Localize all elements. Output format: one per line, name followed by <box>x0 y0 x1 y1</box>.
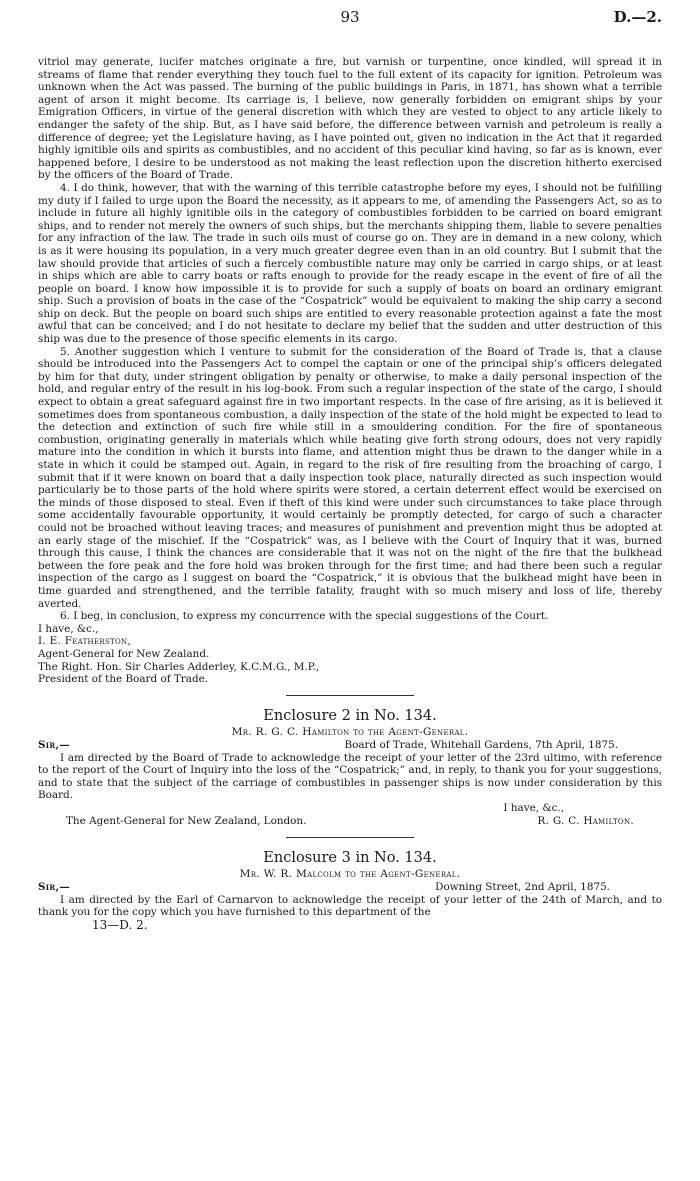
enclosure-2-signer: R. G. C. Hamilton. <box>537 814 634 827</box>
signature-mark: 13—D. 2. <box>92 917 148 932</box>
enclosure-2-dateline <box>38 739 662 752</box>
paragraph-5: 5. Another suggestion which I venture to submit for the consideration of the Board of Trade is, that a clause should be introduced into the Passengers Act to compel the captain or one of the principal ship’s officers delegated by him for that duty, under stringent obligation by penalty or otherwise, to make a daily personal inspection of the hold, and regular entry of the result in his log-book. From such a regular inspection of the state of the cargo, I should expect to obtain a great safeguard against fire in two important respects. In the case of fire arising, as it is believed it sometimes does from spontaneous combustion, a daily inspection of the state of the hold might be expected to lead to the detection and extinction of such fire while still in a smouldering condition. For the fire of spontaneous combustion, originating generally in materials which while heating give forth strong odours, does not very rapidly mature into the condition in which it bursts into flame, and attention might thus be drawn to the danger while in a state in which it could be stamped out. Again, in regard to the risk of fire resulting from the broaching of cargo, I submit that if it were known on board that a daily inspection took place, naturally directed as such inspection would particularly be to those parts of the hold where spirits were stored, a certain deterrent effect would be exercised on the minds of those disposed to steal. Even if theft of this kind were under such circumstances to take place through some accidentally favourable opportunity, it would certainly be promptly detected, for cargo of such a character could not be broached without leaving traces; and measures of punishment and prevention might thus be adopted at an early stage of the mischief. If the “Cospatrick” was, as I believe with the Court of Inquiry that it was, burned through this cause, I think the chances are considerable that it was not on the night of the fire that the bulkhead between the fore peak and the fore hold was broken through for the first time; and had there been such a regular inspection of the cargo as I suggest on board the “Cospatrick,” it is obvious that the bulkhead might have been in time guarded and strengthened, and the terrible fatality, fraught with so much misery and loss of life, thereby averted. <box>38 345 662 610</box>
enclosure-2-heading: Enclosure 2 in No. 134. <box>263 707 437 724</box>
paragraph-6: 6. I beg, in conclusion, to express my concurrence with the special suggestions of the Court. <box>60 610 549 623</box>
letter-location-date: Downing Street, 2nd April, 1875. <box>435 880 610 893</box>
salutation: Sir,— <box>38 738 71 751</box>
enclosure-2-closing: I have, &c., <box>503 802 564 815</box>
document-page <box>38 0 662 931</box>
salutation: Sir,— <box>38 880 71 893</box>
enclosure-2-footer-line <box>38 815 662 828</box>
signer-name: I. E. Featherston, <box>38 635 132 648</box>
addressee-title: President of the Board of Trade. <box>38 673 209 686</box>
enclosure-3-heading: Enclosure 3 in No. 134. <box>263 849 437 866</box>
section-divider <box>286 837 414 838</box>
enclosure-3-body: I am directed by the Earl of Carnarvon to acknowledge the receipt of your letter of the 24th of March, and to thank you for the copy which you have furnished to this department of the <box>38 893 662 919</box>
closing: I have, &c., <box>38 622 99 635</box>
enclosure-2-addressee: The Agent-General for New Zealand, London. <box>66 814 307 827</box>
addressee: The Right. Hon. Sir Charles Adderley, K.C.M.G., M.P., <box>38 660 320 673</box>
paragraph-4: 4. I do think, however, that with the warning of this terrible catastrophe before my eyes, I should not be fulfilling my duty if I failed to urge upon the Board the necessity, as it appears to me, of amending the Passengers Act, so as to include in future all highly ignitible oils in the category of combustibles forbidden to be carried on board emigrant ships, and to render not merely the owners of such ships, but the merchants shipping them, liable to severe penalties for any infraction of the law. The trade in such oils must of course go on. They are in demand in a new colony, which is as it were housing its population, in a very much greater degree even than in an old country. But I submit that the law should provide that articles of such a fiercely combustible nature may only be carried in cargo ships, or at least in ships which are able to carry boats or rafts enough to provide for the ready escape in the event of fire of all the people on board. I know how impossible it is to provide for such a supply of boats on board an ordinary emigrant ship. Such a provision of boats in the case of the “Cospatrick” would be equivalent to making the ship carry a second ship on deck. But the people on board such ships are entitled to every reasonable protection against a fate the most awful that can be conceived; and I do not hesitate to declare my belief that the sudden and utter destruction of this ship was due to the presence of those specific elements in its cargo. <box>38 181 662 346</box>
document-reference: D.—2. <box>613 8 662 26</box>
enclosure-3-from-to: Mr. W. R. Malcolm to the Agent-General. <box>239 867 461 880</box>
section-divider <box>286 695 414 696</box>
letter-body <box>38 56 662 931</box>
enclosure-2-from-to: Mr. R. G. C. Hamilton to the Agent-General. <box>231 725 469 738</box>
signer-title: Agent-General for New Zealand. <box>38 647 210 660</box>
letter-location-date: Board of Trade, Whitehall Gardens, 7th April, 1875. <box>344 738 618 751</box>
page-number: 93 <box>340 8 360 26</box>
page-header <box>38 0 662 28</box>
enclosure-2-body: I am directed by the Board of Trade to acknowledge the receipt of your letter of the 23rd ultimo, with reference to the report of the Court of Inquiry into the loss of the “Cospatrick;” and, in reply, to thank you for your suggestions, and to state that the subject of the carriage of combustibles in passenger ships is now under consideration by this Board. <box>38 751 662 802</box>
paragraph-continued: vitriol may generate, lucifer matches originate a fire, but varnish or turpentine, once kindled, will spread it in streams of flame that render everything they touch fuel to the full extent of its capacity for ignition. Petroleum was unknown when the Act was passed. The burning of the public buildings in Paris, in 1871, has shown what a terrible agent of arson it might become. Its carriage is, I believe, now generally forbidden on emigrant ships by your Emigration Officers, in virtue of the general discretion with which they are vested to object to any article likely to endanger the safety of the ship. But, as I have said before, the difference between varnish and petroleum is really a difference of degree; yet the Legislature having, as I have pointed out, given no indication in the Act that it regarded highly ignitible oils and spirits as combustibles, and no accident of this peculiar kind having, so far as is known, ever happened before, I desire to be understood as not making the least reflection upon the discretion hitherto exercised by the officers of the Board of Trade. <box>38 56 662 182</box>
enclosure-3-dateline <box>38 881 662 894</box>
